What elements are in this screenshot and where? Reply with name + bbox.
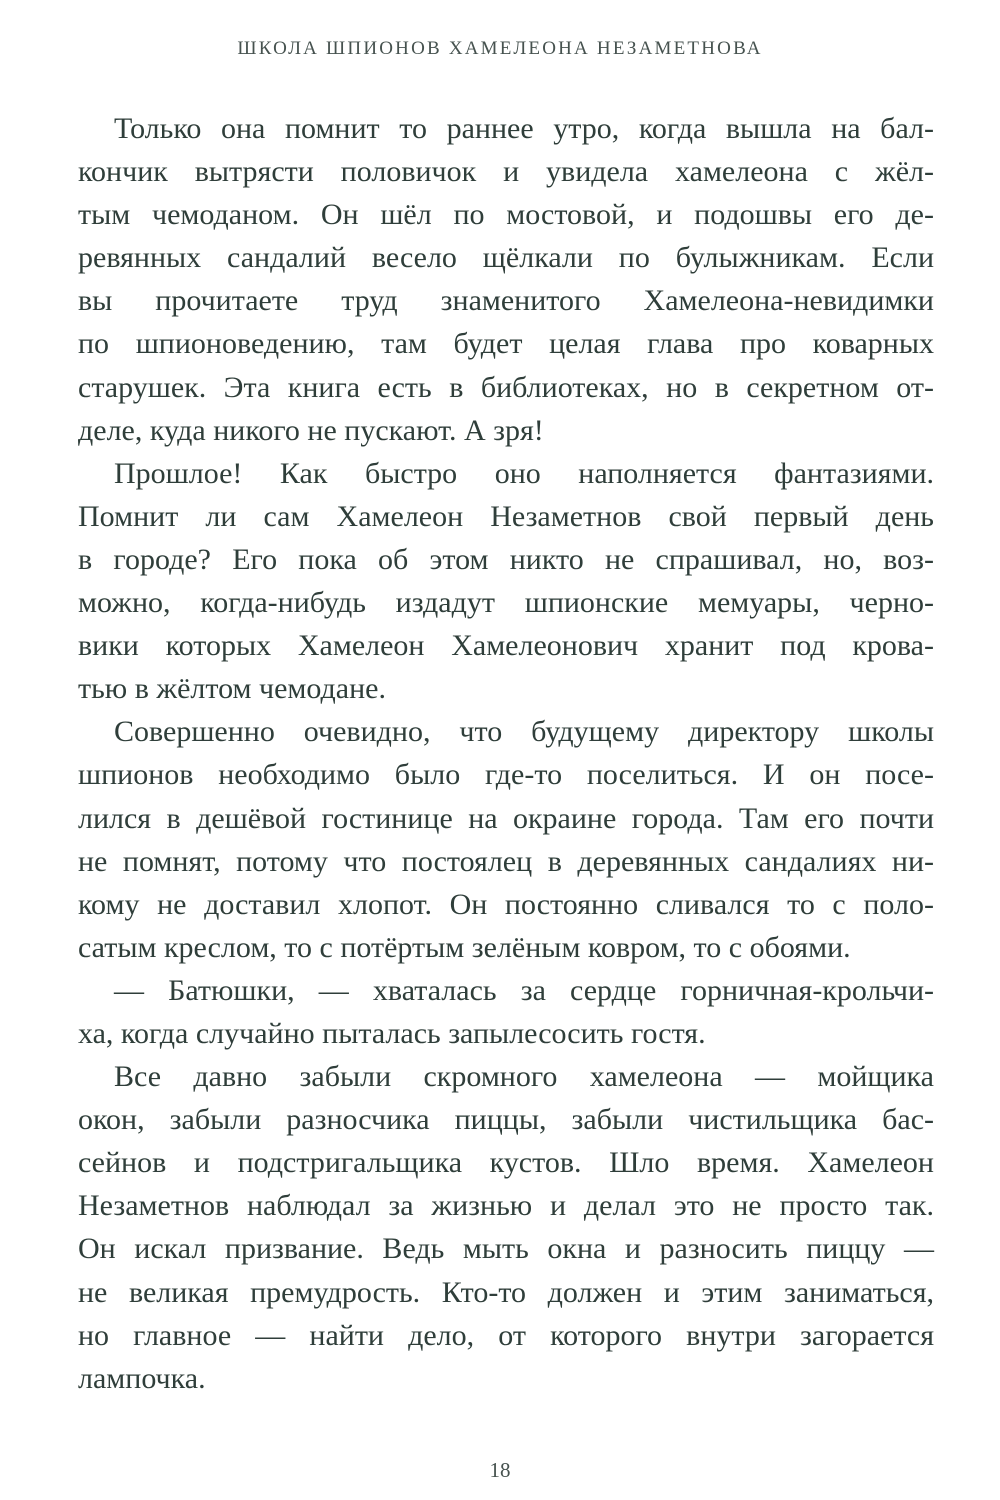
- text-line: можно, когда-нибудь издадут шпионские мемуары, черно-: [78, 586, 934, 620]
- text-line: Он искал призвание. Ведь мыть окна и разносить пиццу —: [78, 1232, 934, 1266]
- text-line: Только она помнит то раннее утро, когда вышла на бал-: [114, 112, 934, 145]
- text-line: Все давно забыли скромного хамелеона — мойщика: [114, 1060, 934, 1094]
- text-line: тью в жёлтом чемодане.: [78, 672, 386, 706]
- text-line: тым чемоданом. Он шёл по мостовой, и подошвы его де-: [78, 198, 934, 232]
- paragraph: [78, 1055, 934, 1400]
- text-line: сейнов и подстригальщика кустов. Шло время. Хамелеон: [78, 1146, 934, 1180]
- text-line: старушек. Эта книга есть в библиотеках, но в секретном от-: [78, 370, 934, 404]
- text-line: окон, забыли разносчика пиццы, забыли чистильщика бас-: [78, 1103, 934, 1137]
- text-line: шпионов необходимо было где-то поселиться. И он посе-: [78, 758, 934, 792]
- text-line: Совершенно очевидно, что будущему директору школы: [114, 715, 934, 749]
- text-line: не великая премудрость. Кто-то должен и этим заниматься,: [78, 1275, 934, 1309]
- text-line: кому не доставил хлопот. Он постоянно сливался то с поло-: [78, 887, 934, 921]
- paragraph: [78, 107, 934, 452]
- paragraph: [78, 452, 934, 711]
- text-line: но главное — найти дело, от которого внутри загорается: [78, 1318, 934, 1352]
- text-line: сатым креслом, то с потёртым зелёным ковром, то с обоями.: [78, 930, 851, 964]
- paragraph: [78, 710, 934, 969]
- text-line: по шпионоведению, там будет целая глава про коварных: [78, 327, 934, 361]
- text-line: ха, когда случайно пыталась запылесосить гостя.: [78, 1016, 706, 1050]
- text-line: Незаметнов наблюдал за жизнью и делал это не просто так.: [78, 1189, 934, 1223]
- text-line: — Батюшки, — хваталась за сердце горничная-крольчи-: [114, 973, 934, 1007]
- running-head: ШКОЛА ШПИОНОВ ХАМЕЛЕОНА НЕЗАМЕТНОВА: [237, 38, 763, 59]
- text-line: в городе? Его пока об этом никто не спрашивал, но, воз-: [78, 542, 934, 576]
- text-line: не помнят, потому что постоялец в деревянных сандалиях ни-: [78, 844, 934, 878]
- body-text: [78, 107, 934, 1400]
- text-line: Помнит ли сам Хамелеон Незаметнов свой первый день: [78, 499, 934, 533]
- page-number: 18: [489, 1458, 511, 1482]
- text-line: Прошлое! Как быстро оно наполняется фантазиями.: [114, 456, 934, 490]
- text-line: деле, куда никого не пускают. А зря!: [78, 413, 544, 447]
- text-line: вы прочитаете труд знаменитого Хамелеона-невидимки: [78, 284, 934, 318]
- text-line: кончик вытрясти половичок и увидела хамелеона с жёл-: [78, 155, 934, 189]
- text-line: ревянных сандалий весело щёлкали по булыжникам. Если: [78, 241, 934, 275]
- dialogue-paragraph: [78, 969, 934, 1055]
- text-line: лампочка.: [78, 1361, 206, 1395]
- text-line: вики которых Хамелеон Хамелеонович хранит под крова-: [78, 629, 934, 663]
- text-line: лился в дешёвой гостинице на окраине города. Там его почти: [78, 801, 934, 835]
